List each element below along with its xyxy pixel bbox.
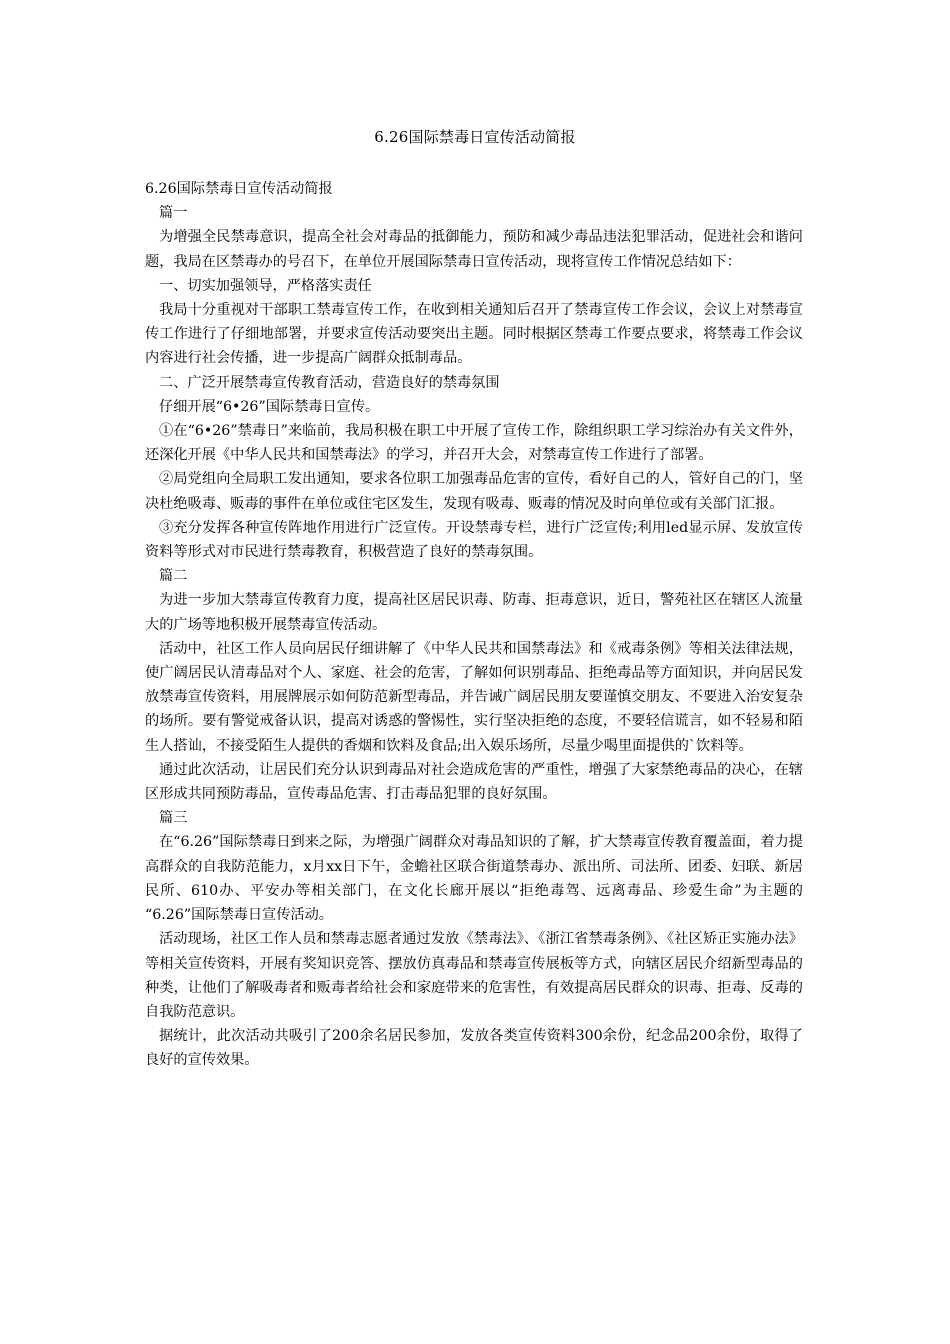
section-heading: 篇三 — [159, 810, 188, 827]
section-heading: 一、切实加强领导，严格落实责任 — [159, 277, 372, 294]
body-paragraph: 在“6.26”国际禁毒日到来之际，为增强广阔群众对毒品知识的了解，扩大禁毒宣传教育覆盖面，着力提高群众的自我防范能力，x月xx日下午，金蟾社区联合街道禁毒办、派出所、司法所、团委、妇联、新居民所、610办、平安办等相关部门，在文化长廊开展以“拒绝毒驾、远离毒品、珍爱生命”为主题的 “6.26”国际禁毒日宣传活动。 — [145, 834, 803, 924]
body-paragraph: 我局十分重视对干部职工禁毒宣传工作，在收到相关通知后召开了禁毒宣传工作会议，会议上对禁毒宣传工作进行了仔细地部署，并要求宣传活动要突出主题。同时根据区禁毒工作要点要求，将禁毒工作会议内容进行社会传播，进一步提高广阔群众抵制毒品。 — [145, 302, 803, 367]
document-title: 6.26国际禁毒日宣传活动简报 — [374, 128, 576, 146]
body-paragraph: 活动现场，社区工作人员和禁毒志愿者通过发放《禁毒法》、《浙江省禁毒条例》、《社区矫正实施办法》等相关宣传资料，开展有奖知识竞答、摆放仿真毒品和禁毒宣传展板等方式，向辖区居民介绍新型毒品的种类，让他们了解吸毒者和贩毒者给社会和家庭带来的危害性，有效提高居民群众的识毒、拒毒、反毒的自我防范意识。 — [145, 931, 803, 1020]
section-heading: 二、广泛开展禁毒宣传教育活动，营造良好的禁毒氛围 — [159, 374, 500, 391]
body-paragraph: 为增强全民禁毒意识，提高全社会对毒品的抵御能力，预防和减少毒品违法犯罪活动，促进社会和谐问题，我局在区禁毒办的号召下，在单位开展国际禁毒日宣传活动，现将宣传工作情况总结如下： — [145, 229, 803, 270]
section-heading: 篇二 — [159, 568, 188, 585]
body-paragraph: 据统计，此次活动共吸引了200余名居民参加，发放各类宣传资料300余份，纪念品200余份，取得了良好的宣传效果。 — [145, 1028, 803, 1069]
body-paragraph: 仔细开展“6•26”国际禁毒日宣传。 — [159, 398, 380, 415]
body-paragraph: ③充分发挥各种宣传阵地作用进行广泛宣传。开设禁毒专栏，进行广泛宣传;利用led显示屏、发放宣传资料等形式对市民进行禁毒教育，积极营造了良好的禁毒氛围。 — [145, 519, 803, 561]
section-heading: 篇一 — [159, 205, 188, 222]
body-paragraph: ②局党组向全局职工发出通知，要求各位职工加强毒品危害的宣传，看好自己的人，管好自己的门，坚决杜绝吸毒、贩毒的事件在单位或住宅区发生，发现有吸毒、贩毒的情况及时向单位或有关部门汇报。 — [145, 471, 803, 512]
body-paragraph: 通过此次活动，让居民们充分认识到毒品对社会造成危害的严重性，增强了大家禁绝毒品的决心，在辖区形成共同预防毒品，宣传毒品危害、打击毒品犯罪的良好氛围。 — [145, 761, 803, 803]
body-paragraph: ①在“6•26”禁毒日”来临前，我局积极在职工中开展了宣传工作，除组织职工学习综治办有关文件外，还深化开展《中华人民共和国禁毒法》的学习，并召开大会，对禁毒宣传工作进行了部署。 — [145, 423, 803, 464]
body-paragraph: 活动中，社区工作人员向居民仔细讲解了《中华人民共和国禁毒法》和《戒毒条例》等相关法律法规，使广阔居民认清毒品对个人、家庭、社会的危害，了解如何识别毒品、拒绝毒品等方面知识，并向居民发放禁毒宣传资料，用展牌展示如何防范新型毒品，并告诫广阔居民朋友要谨慎交朋友、不要进入治安复杂的场所。要有警觉戒备认识，提高对诱惑的警惕性，实行坚决拒绝的态度，不要轻信谎言，如不轻易和陌生人搭讪，不接受陌生人提供的香烟和饮料及食品;出入娱乐场所，尽量少喝里面提供的`饮料等。 — [145, 640, 803, 754]
document-subtitle: 6.26国际禁毒日宣传活动简报 — [145, 181, 333, 197]
document-body — [145, 177, 803, 1073]
body-paragraph: 为进一步加大禁毒宣传教育力度，提高社区居民识毒、防毒、拒毒意识，近日，警苑社区在辖区人流量大的广场等地积极开展禁毒宣传活动。 — [145, 592, 803, 633]
